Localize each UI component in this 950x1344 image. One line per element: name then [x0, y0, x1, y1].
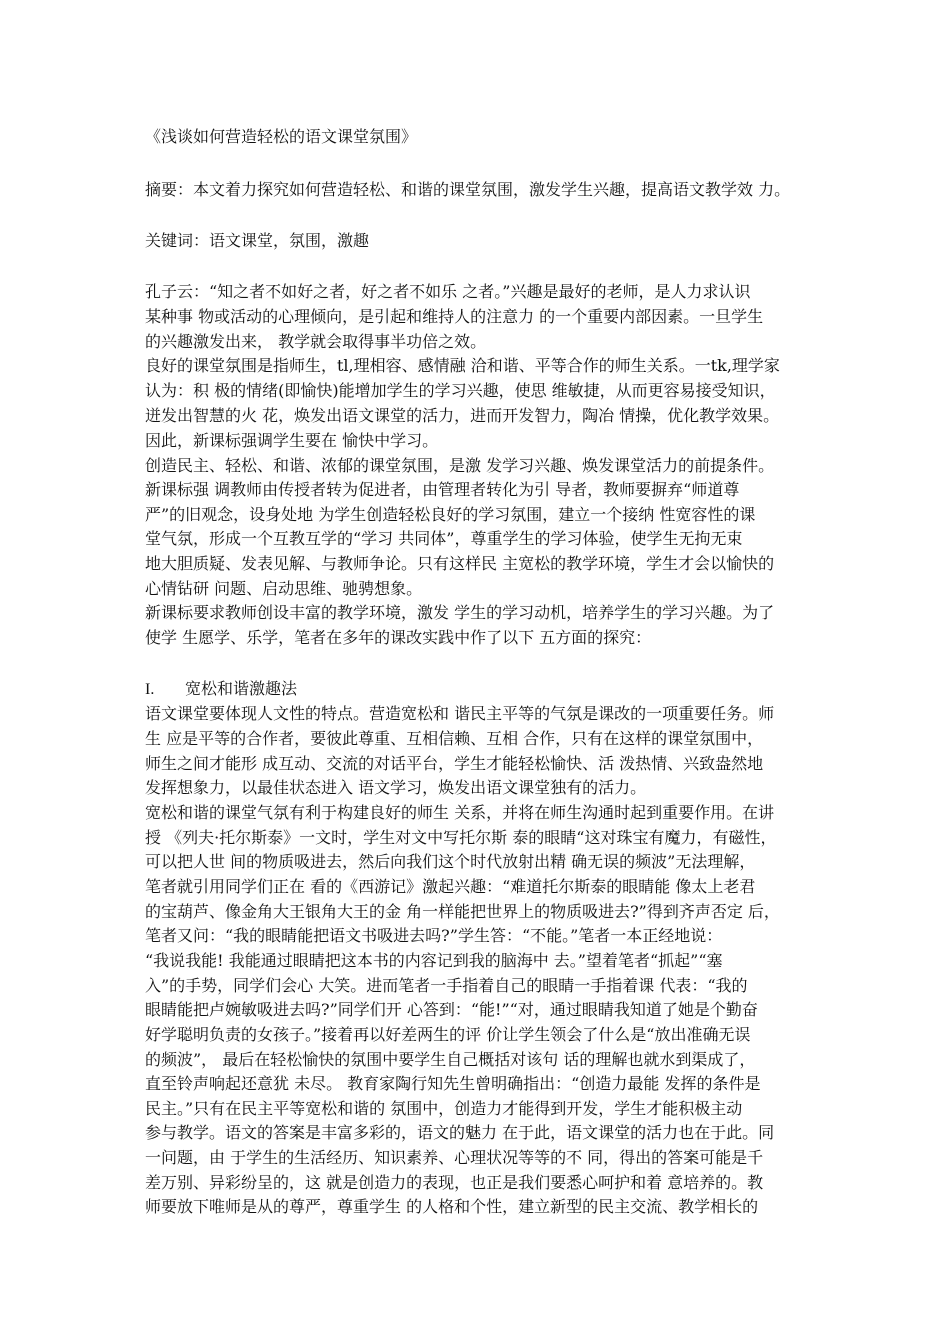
abstract: 摘要：本文着力探究如何营造轻松、和谐的课堂氛围，激发学生兴趣，提高语文教学效 力。 [145, 180, 791, 199]
section-title: 宽松和谐激趣法 [185, 679, 298, 698]
body-line: 师要放下唯师是从的尊严，尊重学生 的人格和个性，建立新型的民主交流、教学相长的 [145, 1197, 759, 1216]
body-line: 新课标强 调教师由传授者转为促进者，由管理者转化为引 导者，教师要摒弃“师道尊 [145, 480, 740, 499]
body-line: 好学聪明负责的女孩子。”接着再以好差两生的评 价让学生领会了什么是“放出准确无误 [145, 1025, 751, 1044]
document-title: 《浅谈如何营造轻松的语文课堂氛围》 [145, 127, 418, 146]
body-line: 笔者就引用同学们正在 看的《西游记》激起兴趣：“难道托尔斯泰的眼睛能 像太上老君 [145, 877, 756, 896]
body-line: 认为：积 极的情绪(即愉快)能增加学生的学习兴趣，使思 维敏捷，从而更容易接受知识， [145, 381, 776, 400]
body-line: 严”的旧观念，设身处地 为学生创造轻松良好的学习氛围，建立一个接纳 性宽容性的课 [145, 505, 756, 524]
body-line: 入”的手势，同学们会心 大笑。进而笔者一手指着自己的眼睛一手指着课 代表：“我的 [145, 976, 748, 995]
body-line: 差万别、异彩纷呈的，这 就是创造力的表现，也正是我们要悉心呵护和着 意培养的。教 [145, 1173, 764, 1192]
body-line: 因此，新课标强调学生要在 愉快中学习。 [145, 431, 439, 450]
body-line: 迸发出智慧的火 花，焕发出语文课堂的活力，进而开发智力，陶冶 情操，优化教学效果。 [145, 406, 780, 425]
keywords: 关键词：语文课堂，氛围，激趣 [145, 231, 370, 250]
body-line: 宽松和谐的课堂气氛有利于构建良好的师生 关系，并将在师生沟通时起到重要作用。在讲 [145, 803, 775, 822]
body-line: 创造民主、轻松、和谐、浓郁的课堂氛围，是激 发学习兴趣、焕发课堂活力的前提条件。 [145, 456, 775, 475]
body-line: 生 应是平等的合作者，要彼此尊重、互相信赖、互相 合作，只有在这样的课堂氛围中， [145, 729, 764, 748]
body-line: 一问题，由 于学生的生活经历、知识素养、心理状况等等的不 同，得出的答案可能是千 [145, 1148, 764, 1167]
body-line: 某种事 物或活动的心理倾向，是引起和维持人的注意力 的一个重要内部因素。一旦学生 [145, 307, 764, 326]
body-line: 的频波”， 最后在轻松愉快的氛围中要学生自己概括对该句 话的理解也就水到渠成了， [145, 1050, 756, 1069]
body-line: 笔者又问：“我的眼睛能把语文书吸进去吗?”学生答：“不能。”笔者一本正经地说： [145, 926, 723, 945]
body-line: “我说我能! 我能通过眼睛把这本书的内容记到我的脑海中 去。”望着笔者“抓起”“塞 [145, 951, 723, 970]
body-line: 发挥想象力，以最佳状态进入 语文学习，焕发出语文课堂独有的活力。 [145, 778, 647, 797]
body-line: 可以把人世 间的物质吸进去，然后向我们这个时代放射出精 确无误的频波”无法理解， [145, 852, 756, 871]
body-line: 地大胆质疑、发表见解、与教师争论。只有这样民 主宽松的教学环境，学生才会以愉快的 [145, 554, 775, 573]
body-line: 堂气氛，形成一个互教互学的“学习 共同体”，尊重学生的学习体验，使学生无拘无束 [145, 529, 743, 548]
body-line: 使学 生愿学、乐学，笔者在多年的课改实践中作了以下 五方面的探究： [145, 628, 652, 647]
body-line: 直至铃声响起还意犹 未尽。 教育家陶行知先生曾明确指出：“创造力最能 发挥的条件是 [145, 1074, 761, 1093]
body-line: 的兴趣激发出来， 教学就会取得事半功倍之效。 [145, 332, 487, 351]
body-line: 语文课堂要体现人文性的特点。营造宽松和 谐民主平等的气氛是课改的一项重要任务。师 [145, 704, 775, 723]
body-line: 良好的课堂氛围是指师生，tl,理相容、感情融 洽和谐、平等合作的师生关系。一tk,理学家 [145, 356, 780, 375]
section-number: I. [145, 681, 155, 698]
body-line: 孔子云：“知之者不如好之者，好之者不如乐 之者。”兴趣是最好的老师，是人力求认识 [145, 282, 751, 301]
body-line: 师生之间才能形 成互动、交流的对话平台，学生才能轻松愉快、活 泼热情、兴致盎然地 [145, 754, 764, 773]
body-line: 参与教学。语文的答案是丰富多彩的，语文的魅力 在于此，语文课堂的活力也在于此。同 [145, 1123, 775, 1142]
body-line: 心情钻研 问题、启动思维、驰骋想象。 [145, 579, 423, 598]
body-line: 眼睛能把卢婉敏吸进去吗?”同学们开 心答到：“能!”“对，通过眼睛我知道了她是个勤奋 [145, 1000, 758, 1019]
body-line: 的宝葫芦、像金角大王银角大王的金 角一样能把世界上的物质吸进去?”得到齐声否定 后， [145, 902, 780, 921]
body-line: 民主。”只有在民主平等宽松和谐的 氛围中，创造力才能得到开发，学生才能积极主动 [145, 1099, 743, 1118]
section-heading [145, 678, 297, 701]
body-line: 授 《列夫·托尔斯泰》一文时，学生对文中写托尔斯 泰的眼睛“这对珠宝有魔力，有磁性， [145, 828, 777, 847]
body-line: 新课标要求教师创设丰富的教学环境，激发 学生的学习动机，培养学生的学习兴趣。为了 [145, 603, 775, 622]
